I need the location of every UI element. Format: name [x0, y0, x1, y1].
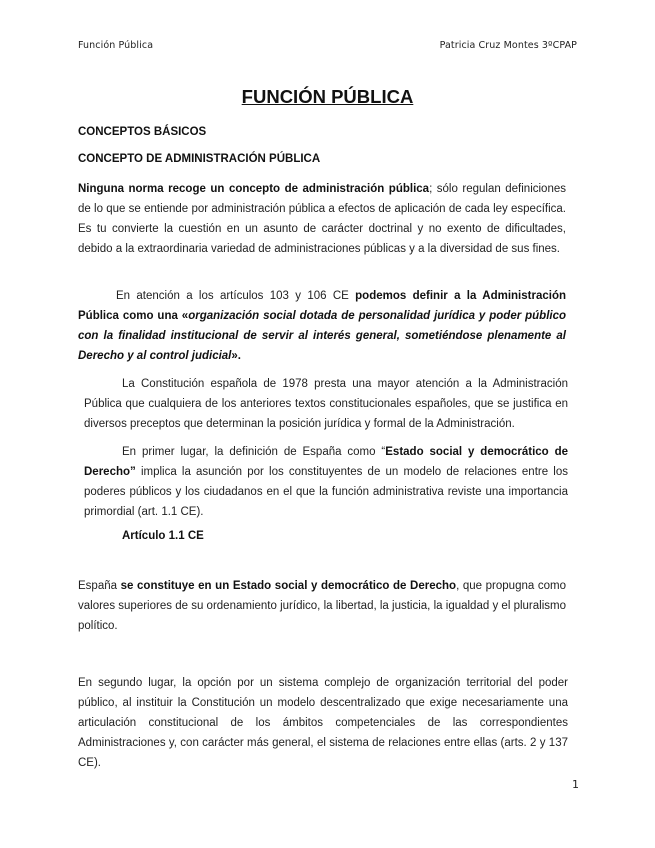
paragraph-3-text: La Constitución española de 1978 presta una mayor atención a la Administración Pública que cualquiera de los anteriores textos constitucionales españoles, que se justifica en diversos preceptos que determinan la posición jurídica y formal de la Administración.: [84, 378, 568, 430]
paragraph-2-bold: podemos definir a la Administración Pública como una «: [78, 290, 566, 322]
paragraph-5-intro: España: [78, 580, 121, 592]
paragraph-1: [78, 179, 566, 259]
paragraph-6: [78, 673, 568, 773]
paragraph-5-bold: se constituye en un Estado social y democrático de Derecho: [120, 580, 457, 592]
article-heading: Artículo 1.1 CE: [122, 530, 204, 542]
heading-concepto-administracion: CONCEPTO DE ADMINISTRACIÓN PÚBLICA: [78, 153, 321, 165]
paragraph-2-definition: organización social dotada de personalidad jurídica y poder público con la finalidad institucional de servir al interés general, sometiéndose plenamente al Derecho y al control judicial: [78, 310, 567, 362]
paragraph-2-close: ».: [231, 350, 241, 362]
paragraph-4-intro: En primer lugar, la definición de España como “: [122, 446, 386, 458]
paragraph-1-text: ; sólo regulan definiciones de lo que se entiende por administración pública a efectos de aplicación de cada ley específica. Es tu convierte la cuestión en un asunto de carácter doctrinal y no exento de dificultades, debido a la extraordinaria variedad de administraciones públicas y a la diversidad de sus fines.: [78, 183, 566, 255]
paragraph-3: [84, 374, 568, 434]
page-number: 1: [572, 778, 579, 791]
page-header-left: Función Pública: [78, 40, 154, 51]
paragraph-6-text: En segundo lugar, la opción por un sistema complejo de organización territorial del poder público, al instituir la Constitución un modelo descentralizado que exige necesariamente una articulación constitucional de los ámbitos competenciales de las correspondientes Administraciones y, con carácter más general, el sistema de relaciones entre ellas (arts. 2 y 137 CE).: [78, 677, 568, 769]
paragraph-5-text: , que propugna como valores superiores de su ordenamiento jurídico, la libertad, la justicia, la igualdad y el pluralismo político.: [78, 580, 566, 632]
document-title: FUNCIÓN PÚBLICA: [241, 86, 414, 107]
paragraph-1-bold: Ninguna norma recoge un concepto de administración pública: [78, 183, 430, 195]
paragraph-4-bold: Estado social y democrático de Derecho”: [84, 446, 568, 478]
paragraph-4: [84, 442, 568, 522]
paragraph-4-text: implica la asunción por los constituyentes de un modelo de relaciones entre los poderes públicos y los ciudadanos en el que la función administrativa reviste una importancia primordial (art. 1.1 CE).: [84, 466, 568, 518]
heading-conceptos-basicos: CONCEPTOS BÁSICOS: [78, 126, 207, 138]
paragraph-2-intro: En atención a los artículos 103 y 106 CE: [116, 290, 356, 302]
paragraph-2: [78, 286, 566, 366]
page-header-right: Patricia Cruz Montes 3ºCPAP: [439, 40, 577, 51]
paragraph-5: [78, 576, 566, 636]
